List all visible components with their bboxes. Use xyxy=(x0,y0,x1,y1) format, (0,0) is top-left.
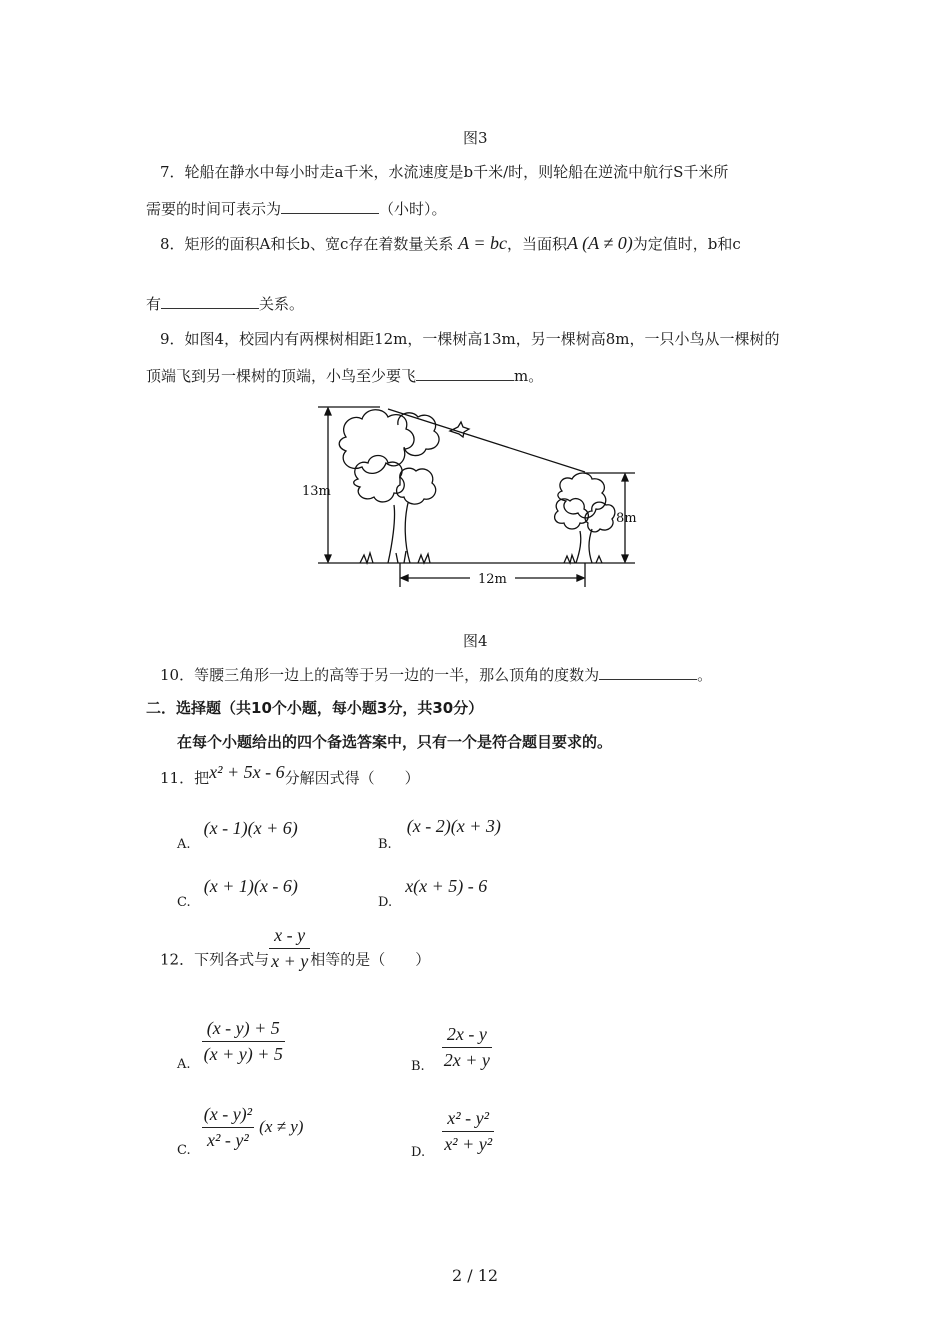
page-number: 2 / 12 xyxy=(452,1266,499,1285)
frac-num: 2x - y xyxy=(442,1024,492,1048)
arrow-right-icon xyxy=(577,575,584,581)
q8-line2-post: 关系。 xyxy=(259,295,305,313)
flight-path xyxy=(388,409,585,472)
option-expression: x(x + 5) - 6 xyxy=(405,876,488,896)
q12-option-c[interactable] xyxy=(177,1104,304,1158)
q10-answer-blank xyxy=(599,667,697,680)
q11-expression: x² + 5x - 6 xyxy=(209,762,285,782)
q8-formula: A = bc xyxy=(458,233,507,253)
q12-frac-den: x + y xyxy=(271,951,309,971)
frac-num: (x - y) + 5 xyxy=(202,1018,285,1042)
option-fraction xyxy=(442,1024,492,1071)
arrow-left-icon xyxy=(401,575,408,581)
option-label: B. xyxy=(378,837,392,852)
q12-frac-num: x - y xyxy=(269,925,310,949)
q7-text: 需要的时间可表示为 xyxy=(146,200,282,218)
q11-option-d[interactable] xyxy=(378,876,488,910)
option-label: C. xyxy=(177,895,191,910)
option-label: C. xyxy=(177,1143,191,1158)
arrow-down-icon xyxy=(325,555,331,562)
q11-num: 11．把 xyxy=(160,769,210,787)
arrow-up-icon xyxy=(325,408,331,415)
tall-tree-trunk xyxy=(388,503,410,563)
tall-tree-crown-mid xyxy=(354,456,405,502)
q11-post: 分解因式得（ ） xyxy=(284,769,420,787)
q11-option-c[interactable] xyxy=(177,876,298,910)
q8-mid: ，当面积 xyxy=(506,235,567,253)
q12-option-b[interactable] xyxy=(411,1024,492,1074)
q8-post: 为定值时，b和c xyxy=(632,235,741,253)
q12-fraction xyxy=(269,925,310,972)
fig4-caption: 图4 xyxy=(463,632,488,650)
q8-line2-pre: 有 xyxy=(146,295,162,313)
section2-instruction: 在每个小题给出的四个备选答案中，只有一个是符合题目要求的。 xyxy=(177,733,613,751)
option-fraction xyxy=(202,1018,285,1065)
q7-unit: （小时）。 xyxy=(379,200,447,218)
frac-den: x² - y² xyxy=(207,1130,249,1150)
q12-post: 相等的是（ ） xyxy=(310,950,431,969)
option-label: B. xyxy=(411,1059,425,1074)
q9-text: 顶端飞到另一棵树的顶端，小鸟至少要飞 xyxy=(146,367,417,385)
q10-post: 。 xyxy=(697,666,713,684)
q10-text: 10．等腰三角形一边上的高等于另一边的一半，那么顶角的度数为 xyxy=(160,666,600,684)
q8-condition: A (A ≠ 0) xyxy=(567,233,633,253)
tall-tree-crown-top xyxy=(339,410,414,474)
q11-option-a[interactable] xyxy=(177,818,298,852)
option-label: D. xyxy=(411,1145,426,1160)
frac-den: 2x + y xyxy=(443,1050,490,1070)
option-label: D. xyxy=(378,895,393,910)
arrow-down-icon xyxy=(622,555,628,562)
q12-stem xyxy=(160,925,431,984)
q8-line2 xyxy=(146,293,304,314)
frac-den: x² + y² xyxy=(444,1134,493,1154)
option-expression: (x - 1)(x + 6) xyxy=(203,818,298,838)
q7-line2 xyxy=(146,198,447,219)
q9-line2 xyxy=(146,365,543,386)
frac-num: (x - y)² xyxy=(202,1104,254,1128)
fig4-label-12m: 12m xyxy=(478,572,507,587)
option-label: A. xyxy=(177,1057,191,1072)
q9-unit: m。 xyxy=(514,367,544,385)
option-fraction xyxy=(442,1108,494,1155)
option-label: A. xyxy=(177,837,191,852)
frac-num: x² - y² xyxy=(442,1108,494,1132)
fig4-label-13m: 13m xyxy=(302,484,331,499)
option-expression: (x - 2)(x + 3) xyxy=(406,816,501,836)
option-fraction xyxy=(202,1104,254,1151)
frac-den: (x + y) + 5 xyxy=(203,1044,283,1064)
arrow-up-icon xyxy=(622,474,628,481)
q8-answer-blank xyxy=(161,296,259,309)
q12-num: 12．下列各式与 xyxy=(160,950,270,969)
q12-option-a[interactable] xyxy=(177,1018,285,1072)
q7-answer-blank xyxy=(281,201,379,214)
q8-line1 xyxy=(160,233,741,254)
q8-text: 8．矩形的面积A和长b、宽c存在着数量关系 xyxy=(160,235,454,253)
short-tree-trunk xyxy=(576,529,592,563)
q10-line xyxy=(160,664,712,685)
q7-line1: 7．轮船在静水中每小时走a千米，水流速度是b千米/时，则轮船在逆流中航行S千米所 xyxy=(160,163,729,181)
option-expression: (x + 1)(x - 6) xyxy=(203,876,298,896)
fig4-label-8m: 8m xyxy=(616,511,637,526)
q9-answer-blank xyxy=(416,368,514,381)
q12-option-d[interactable] xyxy=(411,1108,494,1160)
fig4-diagram xyxy=(300,395,645,595)
q11-option-b[interactable] xyxy=(378,816,501,852)
q9-line1: 9．如图4，校园内有两棵树相距12m，一棵树高13m，另一棵树高8m，一只小鸟从一棵树的 xyxy=(160,330,780,348)
option-condition: (x ≠ y) xyxy=(259,1117,304,1136)
bird-icon xyxy=(450,422,469,437)
short-tree-crown-top xyxy=(558,473,606,518)
fig3-caption: 图3 xyxy=(463,129,488,147)
section2-title: 二．选择题（共10个小题，每小题3分，共30分） xyxy=(146,699,484,717)
q11-stem xyxy=(160,762,420,788)
